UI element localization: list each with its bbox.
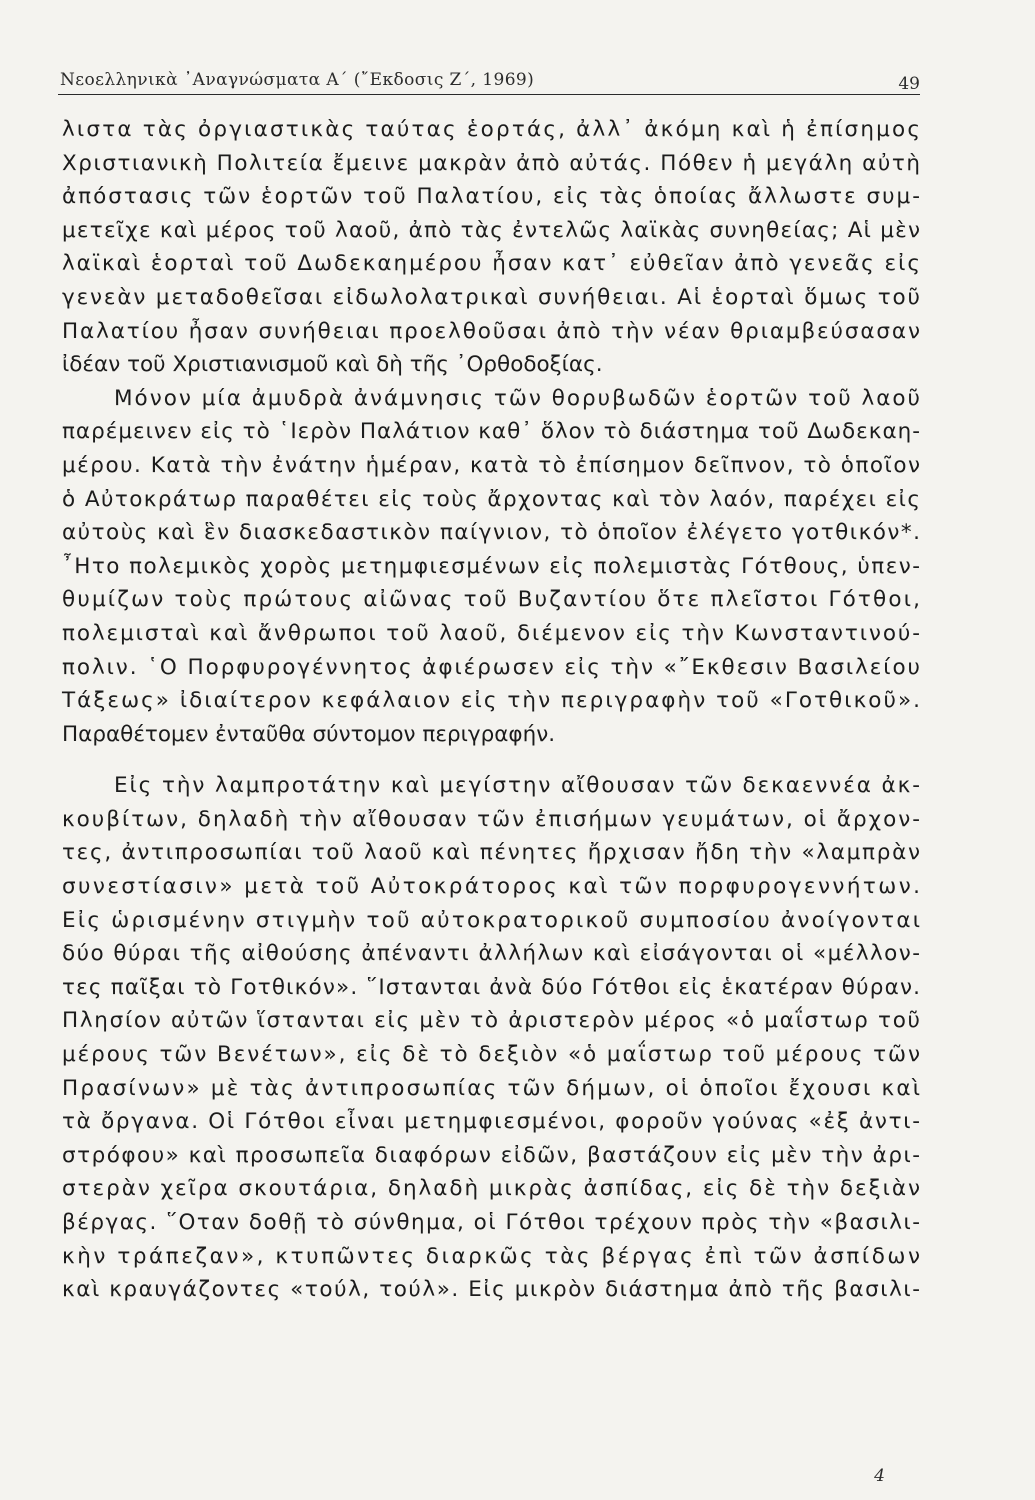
paragraph-gap (62, 751, 920, 769)
text-line: ῏Ητο πολεμικὸς χορὸς μετημφιεσμένων εἰς πολεμιστὰς Γότθους, ὑπεν- (62, 553, 922, 579)
text-line: Παραθέτομεν ἐνταῦθα σύντομον περιγραφήν. (62, 721, 556, 747)
text-line: λαϊκαὶ ἑορταὶ τοῦ Δωδεκαημέρου ἦσαν κατ᾿ εὐθεῖαν ἀπὸ γενεᾶς εἰς (62, 251, 922, 277)
text-line: μέρους τῶν Βενέτων», εἰς δὲ τὸ δεξιὸν «ὁ μαΐστωρ τοῦ μέρους τῶν (62, 1042, 922, 1068)
text-line: θυμίζων τοὺς πρώτους αἰῶνας τοῦ Βυζαντίου ὅτε πλεῖστοι Γότθοι, (62, 587, 923, 613)
text-line: βέργας. ῞Οταν δοθῇ τὸ σύνθημα, οἱ Γότθοι τρέχουν πρὸς τὴν «βασιλι- (62, 1210, 922, 1235)
text-line: κουβίτων, δηλαδὴ τὴν αἴθουσαν τῶν ἐπισήμων γευμάτων, οἱ ἄρχον- (62, 806, 922, 832)
text-line: μετεῖχε καὶ μέρος τοῦ λαοῦ, ἀπὸ τὰς ἐντελῶς λαϊκὰς συνηθείας; Αἱ μὲν (62, 217, 922, 243)
running-head: Νεοελληνικὰ ᾿Αναγνώσματα Α΄ (῎Εκδοσις Ζ΄, 1969) (60, 70, 535, 90)
text-line: στερὰν χεῖρα σκουτάρια, δηλαδὴ μικρὰς ἀσπίδας, εἰς δὲ τὴν δεξιὰν (62, 1176, 922, 1202)
text-line: δύο θύραι τῆς αἰθούσης ἀπέναντι ἀλλήλων καὶ εἰσάγονται οἱ «μέλλον- (62, 941, 922, 967)
text-line: Εἰς τὴν λαμπροτάτην καὶ μεγίστην αἴθουσαν τῶν δεκαεννέα ἀκ- (114, 773, 922, 799)
text-line: πολιν. ῾Ο Πορφυρογέννητος ἀφιέρωσεν εἰς τὴν «῎Εκθεσιν Βασιλείου (62, 654, 922, 680)
text-line: κὴν τράπεζαν», κτυπῶντες διαρκῶς τὰς βέργας ἐπὶ τῶν ἀσπίδων (62, 1243, 923, 1269)
text-line: Χριστιανικὴ Πολιτεία ἔμεινε μακρὰν ἀπὸ αὐτάς. Πόθεν ἡ μεγάλη αὐτὴ (62, 150, 922, 176)
text-line: αὐτοὺς καὶ ἓν διασκεδαστικὸν παίγνιον, τὸ ὁποῖον ἐλέγετο γοτθικόν*. (62, 520, 922, 546)
text-line: Μόνον μία ἀμυδρὰ ἀνάμνησις τῶν θορυβωδῶν ἑορτῶν τοῦ λαοῦ (114, 385, 922, 411)
paragraph-3 (62, 769, 923, 1307)
text-line: στρόφου» καὶ προσωπεῖα διαφόρων εἰδῶν, βαστάζουν εἰς μὲν τὴν ἀρι- (62, 1142, 922, 1168)
text-line: Παλατίου ἦσαν συνήθειαι προελθοῦσαι ἀπὸ τὴν νέαν θριαμβεύσασαν (62, 318, 922, 344)
page-number: 49 (898, 74, 920, 94)
text-line: τες, ἀντιπροσωπίαι τοῦ λαοῦ καὶ πένητες ἤρχισαν ἤδη τὴν «λαμπρὰν (62, 840, 922, 866)
signature-mark: 4 (874, 1466, 885, 1486)
body-text (62, 113, 923, 1307)
text-line: πολεμισταὶ καὶ ἄνθρωποι τοῦ λαοῦ, διέμενον εἰς τὴν Κωνσταντινού- (62, 620, 922, 646)
text-line: τες παῖξαι τὸ Γοτθικόν». ῞Ιστανται ἀνὰ δύο Γότθοι εἰς ἑκατέραν θύραν. (62, 974, 922, 1000)
text-line: Πλησίον αὐτῶν ἵστανται εἰς μὲν τὸ ἀριστερὸν μέρος «ὁ μαΐστωρ τοῦ (62, 1008, 922, 1034)
text-line: καὶ κραυγάζοντες «τούλ, τούλ». Εἰς μικρὸν διάστημα ἀπὸ τῆς βασιλι- (62, 1277, 922, 1303)
text-line: παρέμεινεν εἰς τὸ ῾Ιερὸν Παλάτιον καθ᾿ ὅλον τὸ διάστημα τοῦ Δωδεκαη- (62, 419, 921, 445)
text-line: ὁ Αὐτοκράτωρ παραθέτει εἰς τοὺς ἄρχοντας καὶ τὸν λαόν, παρέχει εἰς (62, 486, 922, 512)
text-line: γενεὰν μεταδοθεῖσαι εἰδωλολατρικαὶ συνήθειαι. Αἱ ἑορταὶ ὅμως τοῦ (62, 284, 922, 310)
page-header (58, 60, 920, 95)
text-line: λιστα τὰς ὀργιαστικὰς ταύτας ἑορτάς, ἀλλ᾿ ἀκόμη καὶ ἡ ἐπίσημος (62, 117, 923, 142)
text-line: ἀπόστασις τῶν ἑορτῶν τοῦ Παλατίου, εἰς τὰς ὁποίας ἄλλωστε συμ- (62, 184, 922, 210)
text-line: Εἰς ὡρισμένην στιγμὴν τοῦ αὐτοκρατορικοῦ συμποσίου ἀνοίγονται (62, 907, 923, 933)
text-line: τὰ ὄργανα. Οἱ Γότθοι εἶναι μετημφιεσμένοι, φοροῦν γούνας «ἐξ ἀντι- (62, 1109, 922, 1135)
text-line: Πρασίνων» μὲ τὰς ἀντιπροσωπίας τῶν δήμων, οἱ ὁποῖοι ἔχουσι καὶ (62, 1075, 923, 1101)
text-line: μέρου. Κατὰ τὴν ἐνάτην ἡμέραν, κατὰ τὸ ἐπίσημον δεῖπνον, τὸ ὁποῖον (62, 452, 922, 478)
paragraph-2 (62, 382, 923, 752)
text-line: συνεστίασιν» μετὰ τοῦ Αὐτοκράτορος καὶ τῶν πορφυρογεννήτων. (62, 874, 923, 900)
text-line: ἰδέαν τοῦ Χριστιανισμοῦ καὶ δὴ τῆς ᾿Ορθοδοξίας. (62, 352, 603, 378)
text-line: Τάξεως» ἰδιαίτερον κεφάλαιον εἰς τὴν περιγραφὴν τοῦ «Γοτθικοῦ». (62, 688, 923, 714)
paragraph-1 (62, 113, 923, 382)
